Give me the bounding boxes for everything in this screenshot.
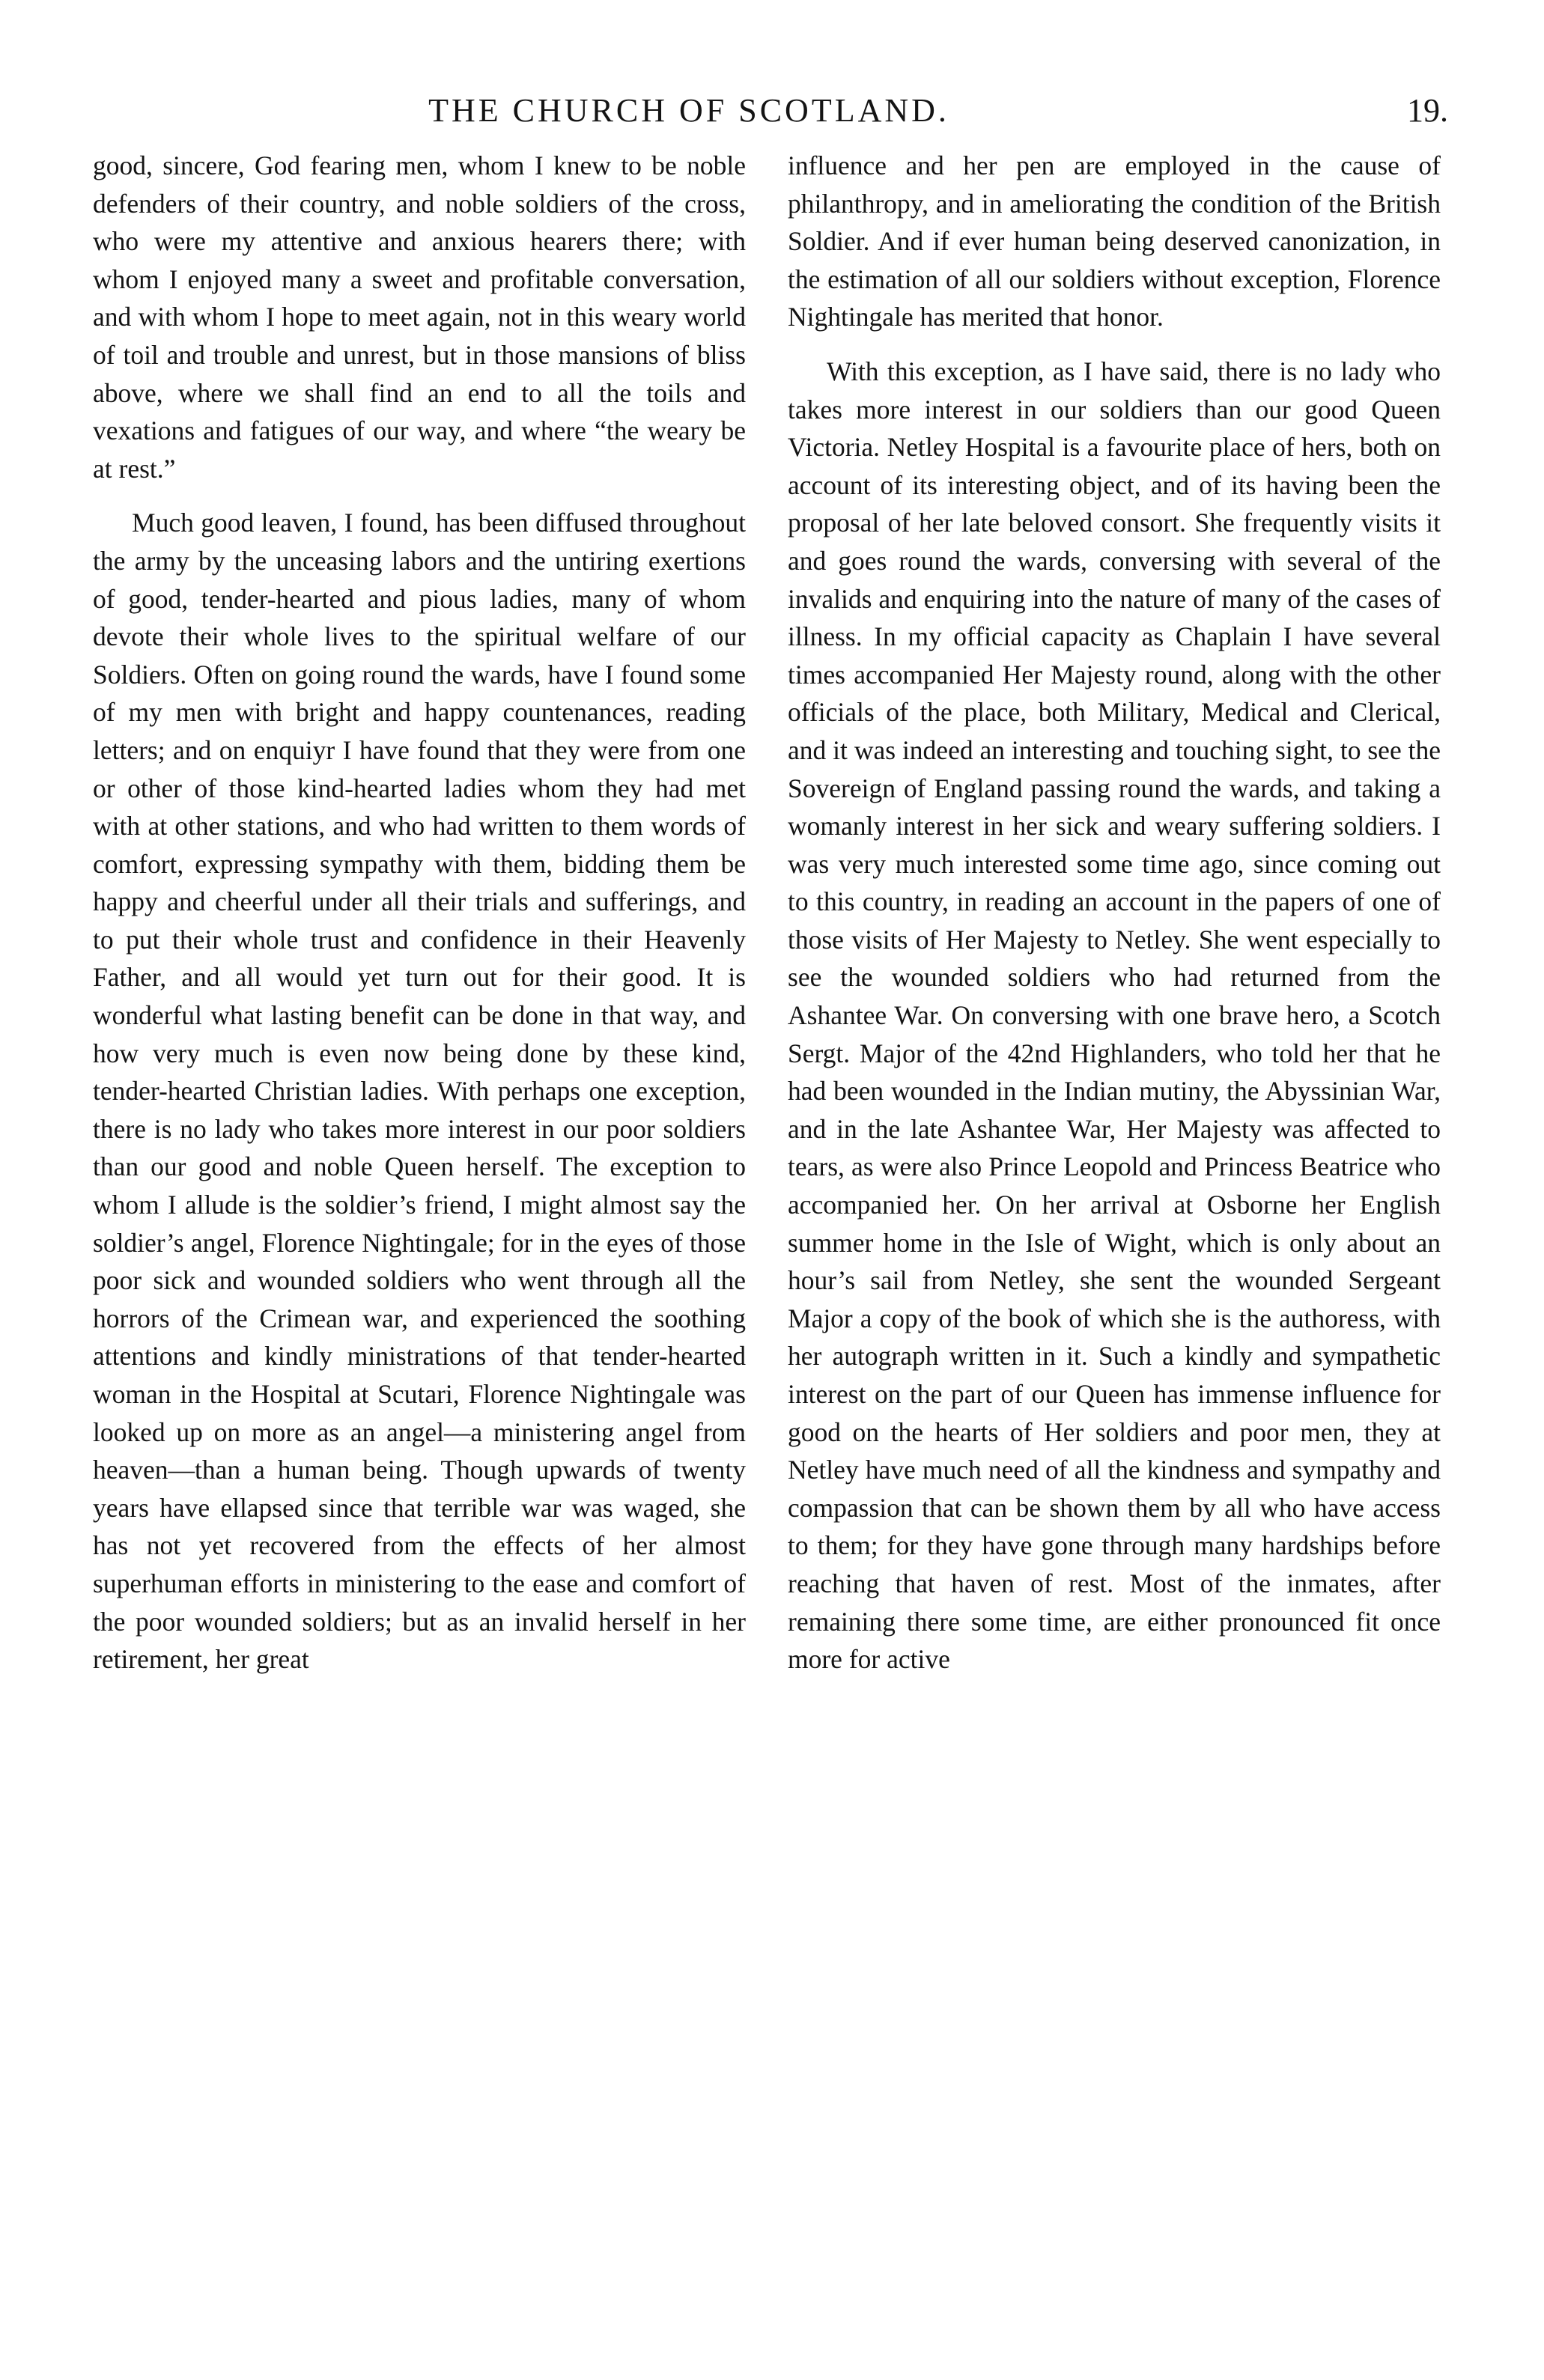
right-paragraph-1: influence and her pen are employed in the cause of philanthropy, and in ameliorating the condition of the British Soldier. And if ever human being deserved canonization, in the estimation of all our soldiers without exception, Florence Nightingale has merited that honor. (788, 150, 1441, 332)
left-paragraph-1: good, sincere, God fearing men, whom I knew to be noble defenders of their country, and noble soldiers of the cross, who were my attentive and anxious hearers there; with whom I enjoyed many a sweet and profitable conversation, and with whom I hope to meet again, not in this weary world of toil and trouble and unrest, but in those mansions of bliss above, where we shall find an end to all the toils and vexations and fatigues of our way, and where “the weary be at rest.” (93, 150, 746, 484)
right-column (788, 147, 1441, 1679)
left-paragraph-2: Much good leaven, I found, has been diffused throughout the army by the unceasing labors and the untiring exertions of good, tender-hearted and pious ladies, many of whom devote their whole lives to the spiritual welfare of our Soldiers. Often on going round the wards, have I found some of my men with bright and happy countenances, reading letters; and on enquiyr I have found that they were from one or other of those kind-hearted ladies whom they had met with at other stations, and who had written to them words of comfort, expressing sympathy with them, bidding them be happy and cheerful under all their trials and sufferings, and to put their whole trust and confidence in their Heavenly Father, and all would yet turn out for their good. It is wonderful what lasting benefit can be done in that way, and how very much is even now being done by these kind, tender-hearted Christian ladies. With perhaps one exception, there is no lady who takes more interest in our poor soldiers than our good and noble Queen herself. The exception to whom I allude is the soldier’s friend, I might almost say the soldier’s angel, Florence Nightingale; for in the eyes of those poor sick and wounded soldiers who went through all the horrors of the Crimean war, and experienced the soothing attentions and kindly ministrations of that tender-hearted woman in the Hospital at Scutari, Florence Nightingale was looked up on more as an angel—a ministering angel from heaven—than a human being. Though upwards of twenty years have ellapsed since that terrible war was waged, she has not yet recovered from the effects of her almost superhuman efforts in ministering to the ease and comfort of the poor wounded soldiers; but as an invalid herself in her retirement, her great (93, 508, 746, 1675)
right-paragraph-2: With this exception, as I have said, there is no lady who takes more interest in our soldiers than our good Queen Victoria. Netley Hospital is a favourite place of hers, both on account of its interesting object, and of its having been the proposal of her late beloved consort. She frequently visits it and goes round the wards, conversing with several of the invalids and enquiring into the nature of many of the cases of illness. In my official capacity as Chaplain I have several times accompanied Her Majesty round, along with the other officials of the place, both Military, Medical and Clerical, and it was indeed an interesting and touching sight, to see the Sovereign of England passing round the wards, and taking a womanly interest in her sick and weary suffering soldiers. I was very much interested some time ago, since coming out to this country, in reading an account in the papers of one of those visits of Her Majesty to Netley. She went especially to see the wounded soldiers who had returned from the Ashantee War. On conversing with one brave hero, a Scotch Sergt. Major of the 42nd Highlanders, who told her that he had been wounded in the Indian mutiny, the Abyssinian War, and in the late Ashantee War, Her Majesty was affected to tears, as were also Prince Leopold and Princess Beatrice who accompanied her. On her arrival at Osborne her English summer home in the Isle of Wight, which is only about an hour’s sail from Netley, she sent the wounded Sergeant Major a copy of the book of which she is the authoress, with her autograph written in it. Such a kindly and sympathetic interest on the part of our Queen has immense influence for good on the hearts of Her soldiers and poor men, they at Netley have much need of all the kindness and sympathy and compassion that can be shown them by all who have access to them; for they have gone through many hardships before reaching that haven of rest. Most of the inmates, after remaining there some time, are either pronounced fit once more for active (788, 356, 1441, 1675)
left-column (93, 147, 746, 1679)
running-header (0, 88, 1544, 148)
running-title: THE CHURCH OF SCOTLAND. (428, 92, 949, 129)
page-number: 19. (1407, 92, 1448, 129)
